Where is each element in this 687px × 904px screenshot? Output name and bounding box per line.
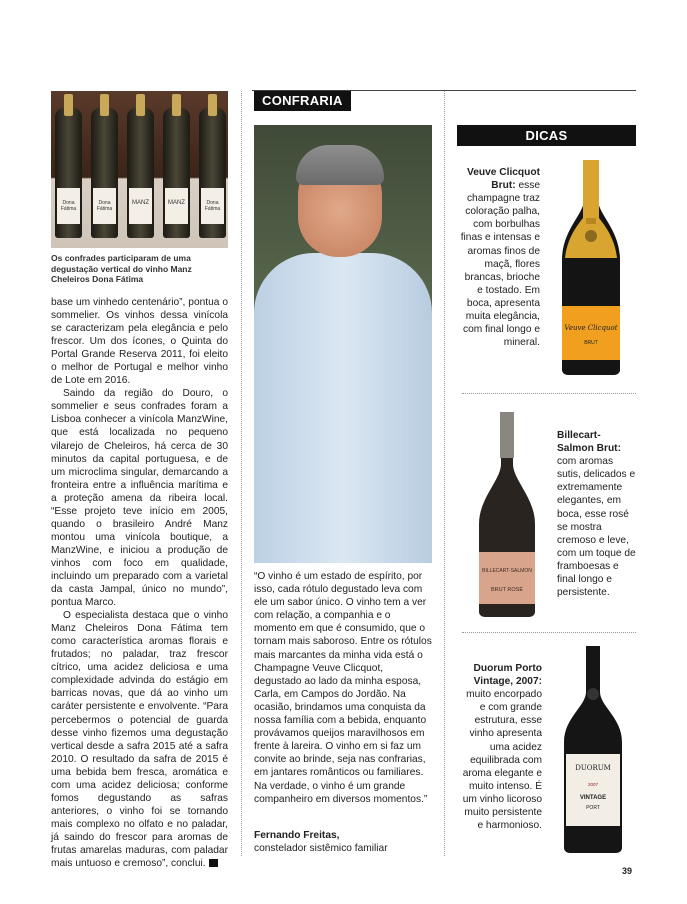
tip-text: esse champagne traz coloração palha, com borbulhas finas e intensas e aromas finos de maçã, flores brancas, brioche e tostado. Em boca, apresenta muita elegância, com final longo e mineral. — [460, 180, 540, 349]
bottle-billecart-salmon — [474, 410, 540, 618]
bottle-brand: BILLECART-SALMON — [482, 568, 532, 574]
quote-author-role: constelador sistêmico familiar — [254, 843, 388, 854]
bottle-duorum-porto — [562, 644, 624, 858]
bottle-label: MANZ — [168, 200, 185, 206]
bottle-sub: BRUT ROSÉ — [491, 587, 523, 593]
end-mark-icon — [209, 859, 218, 867]
column-divider-left — [241, 91, 242, 856]
photo-caption: Os confrades participaram de uma degustação vertical do vinho Manz Cheleiros Dona Fátima — [51, 253, 192, 284]
tip-name: Duorum Porto Vintage, 2007: — [473, 663, 542, 688]
photo-wine-bottles — [51, 91, 228, 248]
bottle-line1: VINTAGE — [579, 795, 607, 801]
sidebar-label: DICAS — [457, 125, 636, 146]
photo-portrait — [254, 125, 432, 563]
tip-veuve-clicquot — [458, 166, 540, 349]
tip-divider — [462, 632, 636, 633]
article-paragraph: O especialista destaca que o vinho Manz Cheleiros Dona Fátima tem como característica aromas florais e frutados; no paladar, traz frescor cítrico, uma acidez deliciosa e uma complexidade advinda do estágio em barricas novas, que dá ao vinho um caráter persistente e envolvente. “Para percebermos o potencial de guarda desse vinho fizemos uma degustação vertical desde a safra 2015 até a safra 2010. O resultado da safra de 2015 é uma bebida bem fresca, aromática e com uma acidez deliciosa; conforme fomos degustando as safras anteriores, o vinho foi se tornando mais complexo no olfato e no paladar, já saindo do frescor para aromas de frutas amarelas maduras, com paladar mais untuoso e cremoso”, conclui. — [51, 610, 228, 870]
bottle-veuve-clicquot — [556, 158, 626, 376]
quote-author: Fernando Freitas, — [254, 830, 340, 841]
tip-divider — [462, 393, 636, 394]
bottle-year: 2007 — [587, 782, 599, 787]
tip-billecart-salmon — [557, 429, 637, 599]
quote-text: “O vinho é um estado de espírito, por isso, cada rótulo degustado leva com ele um sabor único. O vinho tem a ver com relação, a companhia e o momento em que é consumido, que o tornam mais saboroso. Entre os rótulos mais marcantes da minha vida está o Champagne Veuve Clicquot, degustado ao lado da minha esposa, Carla, em Campos do Jordão. Na ocasião, brindamos uma conquista da nossa família com a bebida, enquanto provávamos queijos maravilhosos em frente à lareira. O vinho em si faz um convite ao brinde, seja nas confrarias, em jantares românticos ou familiares. Na verdade, o vinho é um grande companheiro em diversos momentos.” — [254, 571, 432, 805]
section-label: CONFRARIA — [254, 91, 351, 111]
tip-text: muito encorpado e com grande estrutura, esse vinho apresenta uma acidez equilibrada com aroma elegante e muito intenso. É um vinho licoroso muito persistente e harmonioso. — [462, 689, 542, 832]
article-paragraph: Saindo da região do Douro, o sommelier e seus confrades foram a Lisboa conhecer a vinícola ManzWine, que está localizada no pequeno vilarejo de Cheleiros, há cerca de 30 minutos da capital portuguesa, e de um microclima singular, demarcando a fronteira entre a influência marítima e a proteção amena da ribeira local. “Esse projeto teve início em 2005, quando o brasileiro André Manz montou uma vinícola boutique, a ManzWine, e iniciou a produção de vinhos com foco em qualidade, incluindo um preparado com a varietal da casta Jampal, único no mundo”, pontua Marco. — [51, 388, 228, 609]
bottle-brand: DUORUM — [575, 764, 611, 772]
article-paragraph: base um vinhedo centenário”, pontua o sommelier. Os vinhos dessa vinícola se caracterizam pela elegância e pelo frescor. Um dos ícones, o Quinta do Portal Grande Reserva 2011, foi eleito o melhor de Portugal e melhor vinho de Lote em 2016. — [51, 297, 228, 387]
tip-duorum-porto — [458, 662, 542, 832]
column-divider-right — [444, 91, 445, 856]
page-number: 39 — [622, 866, 633, 876]
tip-text: com aromas sutis, delicados e extremamente elegantes, em boca, esse rosé se mostra cremoso e leve, com um toque de framboesas e final longo e persistente. — [557, 456, 636, 599]
bottle-sub: BRUT — [584, 340, 598, 346]
bottle-label: Dona Fátima — [204, 200, 221, 212]
bottle-line2: PORT — [586, 805, 600, 811]
tip-name: Billecart-Salmon Brut: — [557, 430, 621, 455]
bottle-label: Dona Fátima — [96, 200, 113, 212]
tip-name: Veuve Clicquot Brut: — [466, 167, 540, 192]
article-body — [51, 296, 228, 870]
bottle-label: Dona Fátima — [60, 200, 77, 212]
bottle-brand: Veuve Clicquot — [564, 324, 618, 332]
bottle-label: MANZ — [132, 200, 149, 206]
